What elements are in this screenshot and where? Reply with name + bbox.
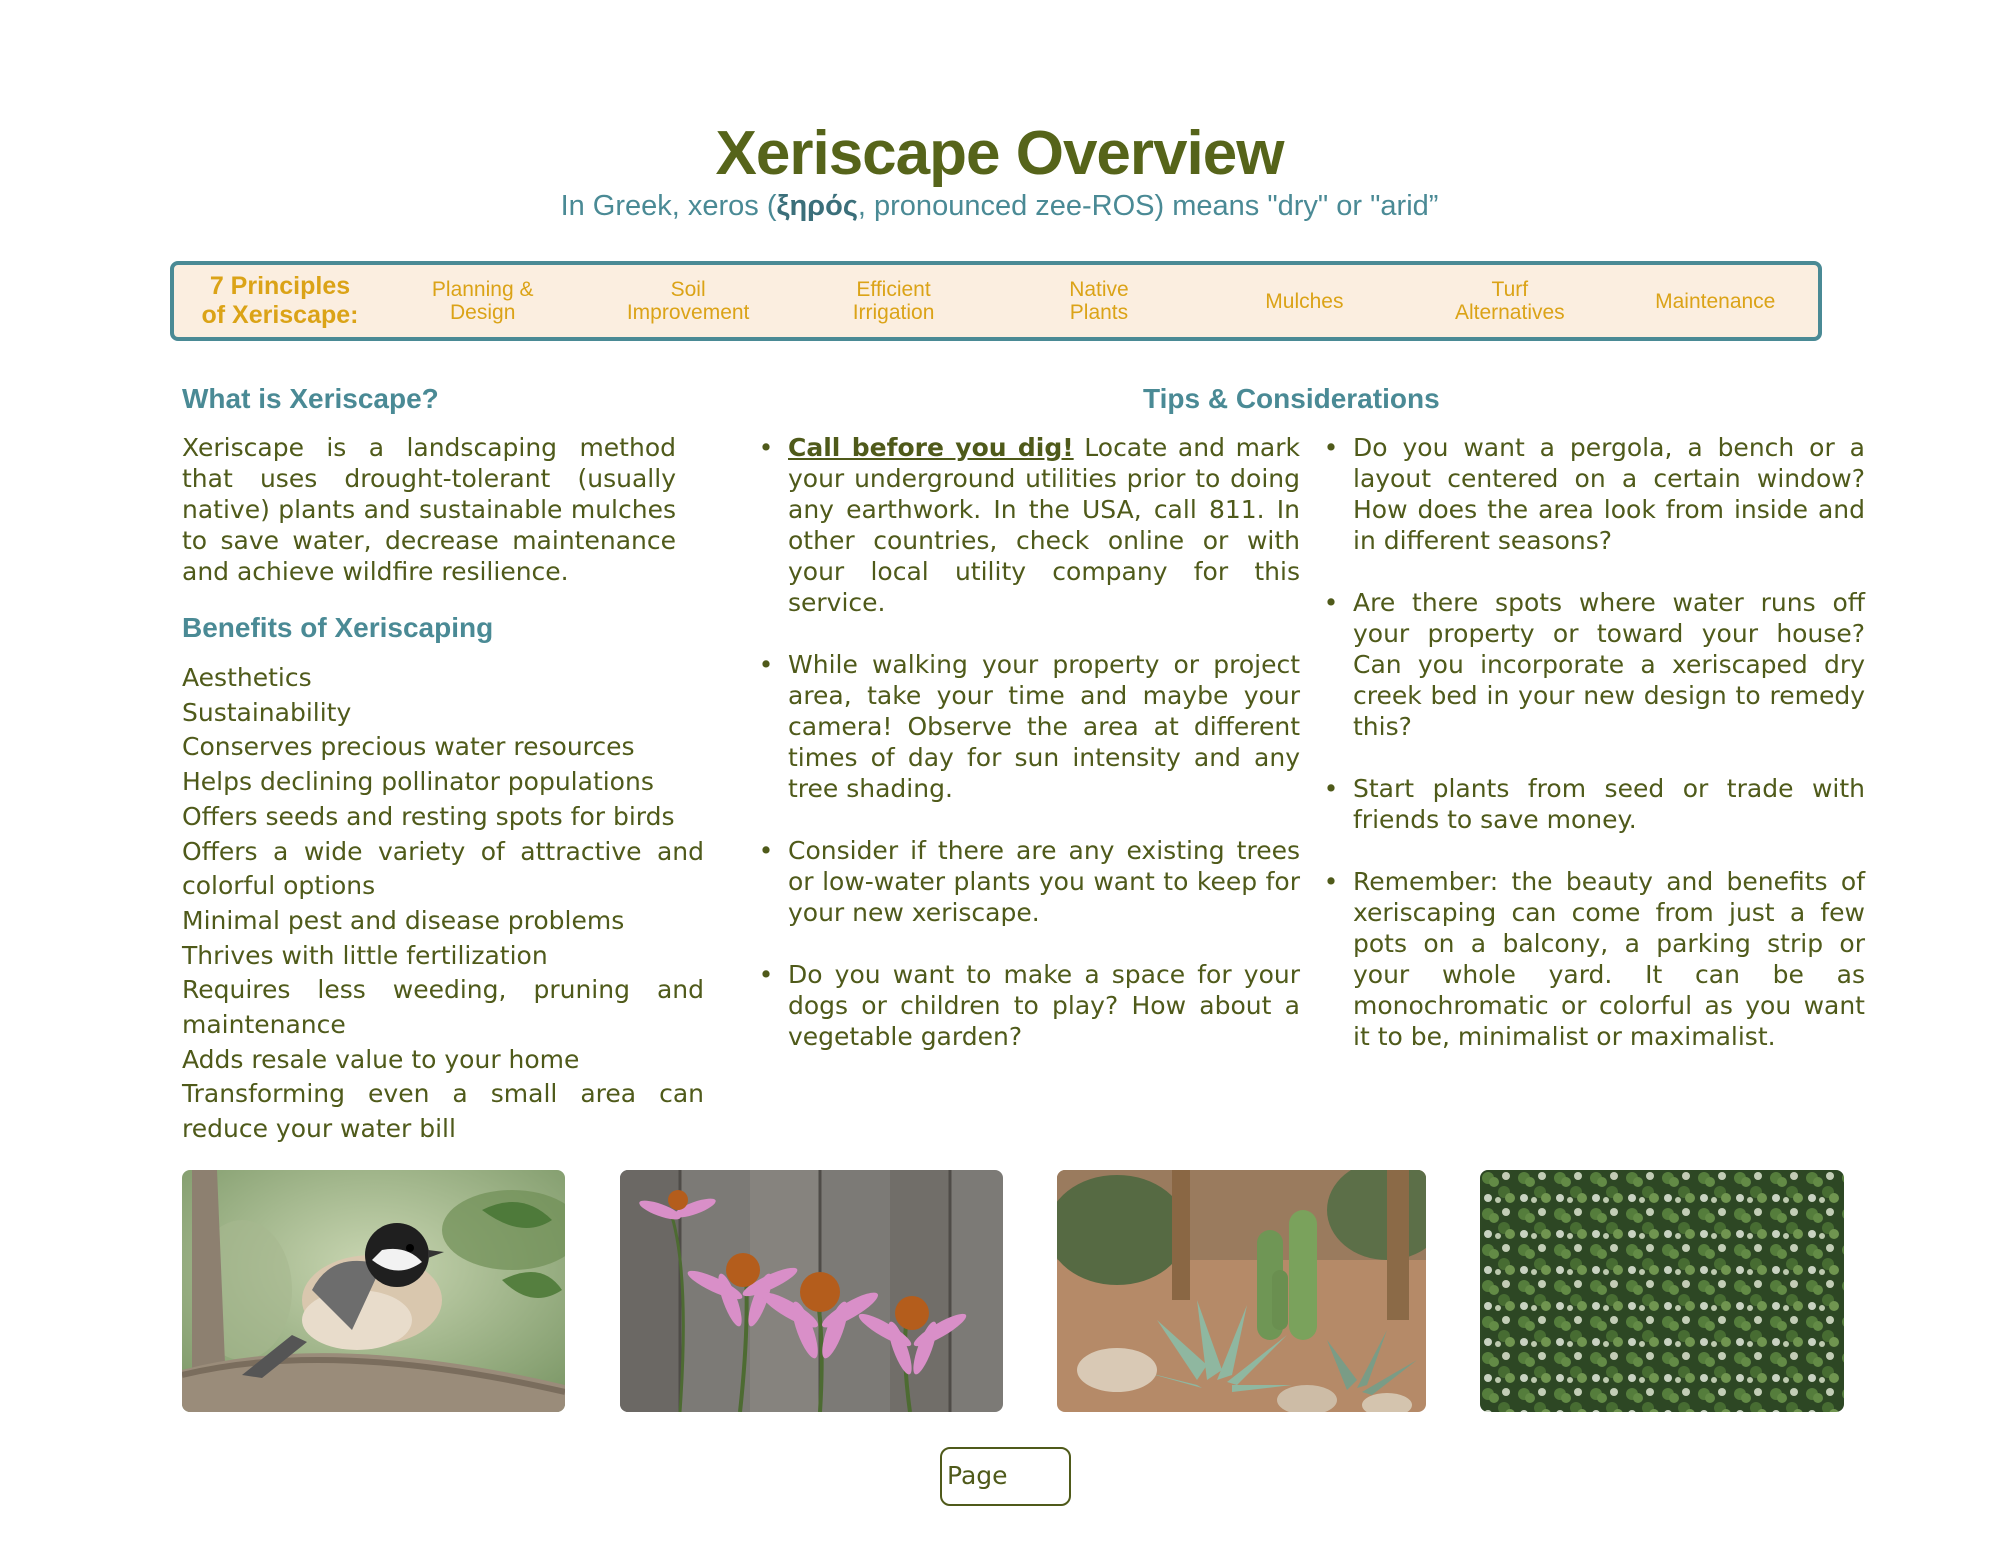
benefit-item: Requires less weeding, pruning and maintenance: [182, 975, 704, 1040]
tip-item: [1323, 773, 1865, 835]
bullet-icon: •: [1323, 774, 1339, 803]
principles-nav: [170, 261, 1822, 341]
tip-text: Start plants from seed or trade with friends to save money.: [1353, 774, 1865, 834]
nav-item-soil-improvement[interactable]: [588, 278, 788, 324]
nav-item-mulches[interactable]: [1204, 290, 1404, 313]
tip-text: Do you want to make a space for your dogs or children to play? How about a vegetable garden?: [788, 960, 1300, 1051]
nav-item-native-plants[interactable]: [999, 278, 1199, 324]
benefit-item: Adds resale value to your home: [182, 1044, 580, 1074]
benefit-item: Helps declining pollinator populations: [182, 767, 654, 797]
benefit-item: Aesthetics: [182, 663, 312, 692]
nav-item-turf-alternatives[interactable]: [1410, 278, 1610, 324]
tip-item: [758, 432, 1300, 618]
bullet-icon: •: [1323, 433, 1339, 462]
nav-item-efficient-irrigation[interactable]: [794, 278, 994, 324]
benefit-item: Conserves precious water resources: [182, 732, 635, 762]
nav-item-label: Maintenance: [1655, 289, 1776, 313]
subtitle-before: In Greek, xeros (: [560, 190, 777, 222]
principles-nav-items: [380, 278, 1818, 324]
subtitle-after: , pronounced zee-ROS) means "dry" or "arid”: [857, 190, 1439, 222]
nav-item-maintenance[interactable]: [1615, 290, 1815, 313]
nav-item-label: Soil: [670, 278, 706, 301]
benefit-item: Offers seeds and resting spots for birds: [182, 801, 675, 831]
tip-item: [758, 959, 1300, 1052]
tip-text: Locate and mark your underground utilities prior to doing any earthwork. In the USA, call 811. In other countries, check online or with your local utility company for this service.: [788, 433, 1300, 617]
tip-item: [758, 835, 1300, 928]
nav-item-label: Efficient: [856, 278, 931, 301]
benefit-item: Minimal pest and disease problems: [182, 905, 625, 935]
tip-text: While walking your property or project area, take your time and maybe your camera! Observe the area at different times of day for sun intensity and any tree shading.: [788, 650, 1300, 803]
nav-item-label: Design: [450, 301, 516, 324]
tip-item: [1323, 587, 1865, 742]
bullet-icon: •: [758, 433, 774, 462]
nav-item-label: Native: [1069, 278, 1129, 301]
tips-list-column-1: [758, 432, 1300, 1083]
benefits-list: [182, 661, 704, 1147]
nav-item-label: Planning &: [431, 278, 534, 301]
benefit-item: Transforming even a small area can reduce your water bill: [182, 1079, 704, 1144]
nav-item-label: Irrigation: [852, 301, 935, 324]
call-before-you-dig: Call before you dig!: [788, 433, 1074, 462]
tip-text: Do you want a pergola, a bench or a layout centered on a certain window? How does the area look from inside and in different seasons?: [1353, 433, 1865, 555]
bullet-icon: •: [758, 960, 774, 989]
tips-list-column-2: [1323, 432, 1865, 1083]
bullet-icon: •: [758, 836, 774, 865]
benefit-item: Thrives with little fertilization: [182, 940, 548, 970]
chickadee-photo: [182, 1170, 565, 1412]
page-label: Page: [947, 1461, 1008, 1490]
tip-item: [758, 649, 1300, 804]
page-number-box: [940, 1447, 1071, 1506]
clover-groundcover-photo: [1480, 1170, 1844, 1412]
nav-item-label: Alternatives: [1454, 301, 1565, 324]
benefits-heading: Benefits of Xeriscaping: [182, 612, 494, 643]
coneflowers-photo: [620, 1170, 1003, 1412]
tip-text: Remember: the beauty and benefits of xeriscaping can come from just a few pots on a balcony, a parking strip or your whole yard. It can be as monochromatic or colorful as you want it to be, minimalist or maximalist.: [1353, 867, 1865, 1051]
nav-item-planning-design[interactable]: [383, 278, 583, 324]
what-is-xeriscape-body: Xeriscape is a landscaping method that uses drought-tolerant (usually native) plants and sustainable mulches to save water, decrease maintenance and achieve wildfire resilience.: [182, 433, 676, 586]
tip-item: [1323, 866, 1865, 1052]
principles-nav-title: [174, 272, 380, 330]
page-subtitle: [0, 190, 1999, 223]
bullet-icon: •: [1323, 588, 1339, 617]
nav-item-label: Plants: [1069, 301, 1129, 324]
page-title: Xeriscape Overview: [715, 119, 1284, 188]
benefit-item: Offers a wide variety of attractive and colorful options: [182, 836, 704, 901]
bullet-icon: •: [758, 650, 774, 679]
benefit-item: Sustainability: [182, 697, 352, 727]
nav-title-line2: of Xeriscape:: [201, 301, 359, 329]
nav-title-line1: 7 Principles: [209, 272, 351, 300]
nav-item-label: Mulches: [1265, 289, 1344, 313]
subtitle-greek-word: ξηρός: [776, 190, 858, 222]
tip-text: Are there spots where water runs off your property or toward your house? Can you incorporate a xeriscaped dry creek bed in your new design to remedy this?: [1353, 588, 1865, 741]
tip-text: Consider if there are any existing trees or low-water plants you want to keep for your new xeriscape.: [788, 836, 1300, 927]
bullet-icon: •: [1323, 867, 1339, 896]
what-is-xeriscape-heading: What is Xeriscape?: [182, 383, 439, 414]
nav-item-label: Turf: [1491, 278, 1529, 301]
tip-item: [1323, 432, 1865, 556]
nav-item-label: Improvement: [626, 301, 750, 324]
tips-heading: Tips & Considerations: [1143, 383, 1440, 414]
cactus-garden-photo: [1057, 1170, 1426, 1412]
